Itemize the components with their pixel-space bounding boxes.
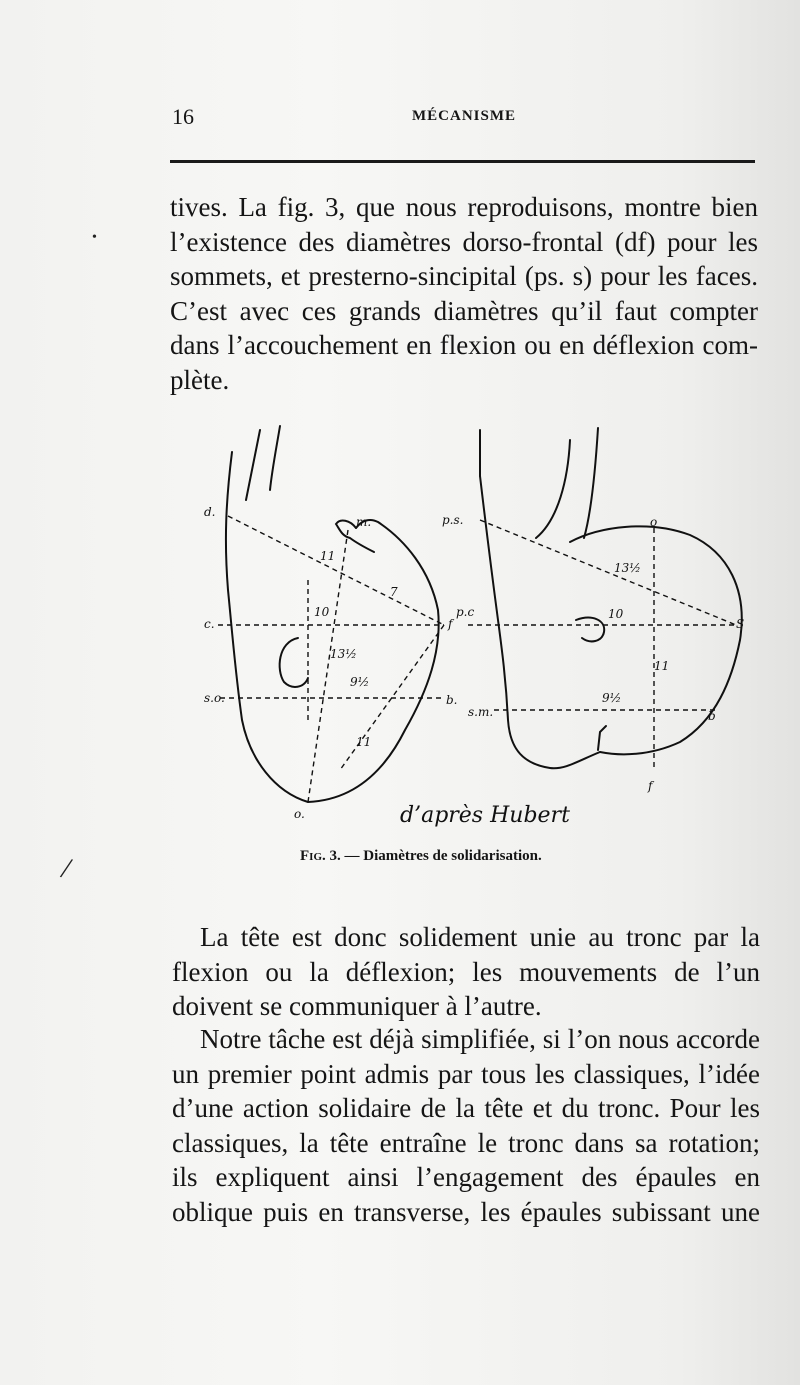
margin-dot: •	[92, 230, 97, 245]
text-line: l’existence des diamètres dorso-frontal (df) pour les	[170, 226, 758, 257]
left-head-drawing	[226, 426, 439, 802]
label-o: o.	[294, 807, 305, 821]
text-line: doivent se communiquer à l’autre.	[172, 991, 542, 1021]
figure-3	[180, 420, 760, 840]
left-neck-line-2	[270, 426, 280, 490]
left-head-outline	[226, 452, 439, 802]
text-line: tives. La fig. 3, que nous reproduisons, montre bien	[170, 192, 758, 222]
text-line: ils expliquent ainsi l’engagement des épaules en	[172, 1162, 760, 1192]
text-line: classiques, la tête entraîne le tronc dans sa rotation;	[172, 1127, 760, 1158]
text-line: C’est avec ces grands diamètres qu’il faut compter	[170, 295, 758, 326]
text-line: flexion ou la déflexion; les mouvements de l’un	[172, 956, 760, 987]
label-b-right: b	[708, 709, 716, 723]
text-line: dans l’accouchement en flexion ou en déflexion com-	[170, 330, 758, 360]
label-sm: s.m.	[468, 705, 494, 719]
paragraph-3	[172, 1022, 760, 1229]
left-neck-line	[246, 430, 260, 500]
text-line: oblique puis en transverse, les épaules subissant une	[172, 1196, 760, 1227]
text-line: La tête est donc solidement unie au tronc par la	[200, 922, 760, 952]
page-number: 16	[172, 104, 194, 129]
figure-3-drawing	[180, 420, 760, 840]
caption-text: — Diamètres de solidarisation.	[344, 848, 542, 864]
left-diagram-labels	[204, 505, 458, 821]
right-neck-line-2	[536, 440, 570, 538]
running-head: MÉCANISME	[412, 108, 517, 124]
label-7: 7	[390, 585, 398, 599]
figure-caption	[300, 848, 660, 865]
label-f: f	[448, 617, 453, 631]
label-9-right: 9½	[602, 691, 622, 705]
right-face-profile	[480, 476, 600, 768]
label-10-right: 10	[608, 607, 624, 621]
label-11b: 11	[356, 735, 372, 749]
right-mouth-mark	[598, 726, 606, 750]
margin-stroke: /	[58, 851, 75, 886]
text-line: plète.	[170, 364, 230, 395]
label-10: 10	[314, 605, 330, 619]
label-11-right: 11	[654, 659, 670, 673]
header-rule	[170, 160, 755, 163]
label-13: 13½	[330, 647, 357, 661]
label-b: b.	[446, 693, 458, 707]
right-head-drawing	[480, 428, 745, 768]
figure-signature: d’après Hubert	[400, 803, 570, 828]
left-ear	[280, 638, 308, 687]
right-neck-line-3	[584, 428, 598, 538]
label-m: m.	[356, 515, 372, 529]
label-d: d.	[204, 505, 216, 519]
right-ear	[576, 618, 604, 642]
caption-prefix: Fig. 3.	[300, 848, 341, 864]
label-13-right: 13½	[614, 561, 641, 575]
label-o-right: o	[650, 515, 658, 529]
label-c: c.	[204, 617, 215, 631]
label-11: 11	[320, 549, 336, 563]
label-f-right: f	[648, 779, 653, 793]
paragraph-1	[170, 190, 758, 397]
paragraph-2	[172, 920, 760, 1024]
label-9: 9½	[350, 675, 370, 689]
label-so: s.o.	[204, 691, 225, 705]
page-header	[170, 104, 760, 134]
text-line: sommets, et presterno-sincipital (ps. s) pour les faces.	[170, 261, 758, 291]
text-line: Notre tâche est déjà simplifiée, si l’on nous accorde	[200, 1024, 760, 1054]
label-pc: p.c	[456, 605, 475, 619]
text-line: un premier point admis par tous les classiques, l’idée	[172, 1058, 760, 1089]
right-diameters	[468, 520, 736, 770]
text-line: d’une action solidaire de la tête et du tronc. Pour les	[172, 1093, 760, 1123]
label-s: S	[736, 617, 745, 631]
label-ps: p.s.	[442, 513, 464, 527]
right-diagram-labels	[442, 513, 744, 793]
